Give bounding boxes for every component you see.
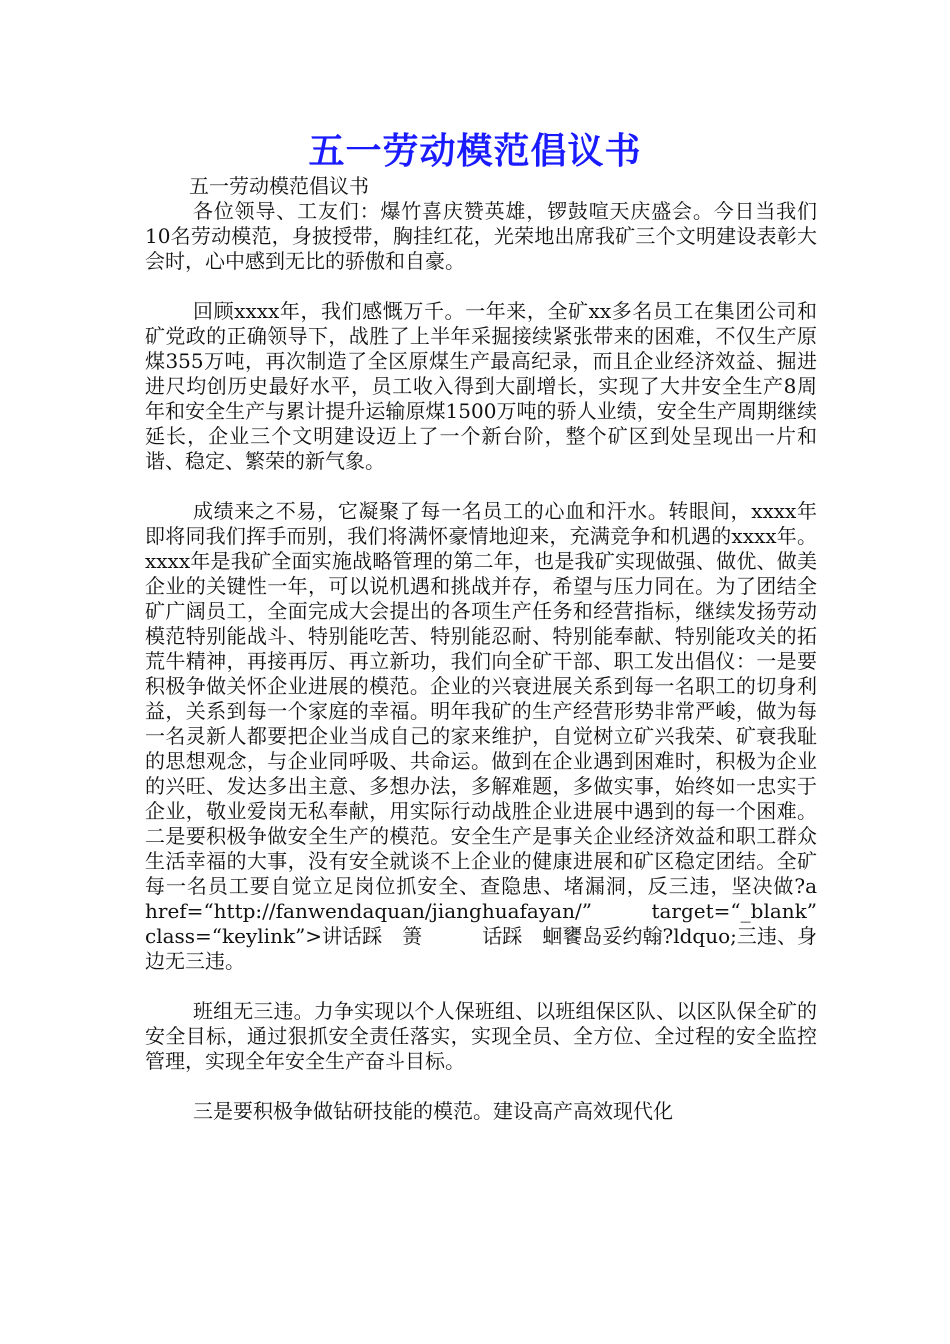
document-subtitle: 五一劳动模范倡议书 xyxy=(189,174,369,198)
paragraph-team-safety: 班组无三违。力争实现以个人保班组、以班组保区队、以区队保全矿的安全目标，通过狠抓安全责任落实，实现全员、全方位、全过程的安全监控管理，实现全年安全生产奋斗目标。 xyxy=(145,999,817,1073)
paragraph-review: 回顾xxxx年，我们感慨万千。一年来，全矿xx多名员工在集团公司和矿党政的正确领导下，战胜了上半年采掘接续紧张带来的困难，不仅生产原煤355万吨，再次制造了全区原煤生产最高纪录，而且企业经济效益、掘进进尺均创历史最好水平，员工收入得到大副增长，实现了大井安全生产8周年和安全生产与累计提升运输原煤1500万吨的骄人业绩，安全生产周期继续延长，企业三个文明建设迈上了一个新台阶，整个矿区到处呈现出一片和谐、稳定、繁荣的新气象。 xyxy=(145,299,817,473)
paragraph-initiative: 成绩来之不易，它凝聚了每一名员工的心血和汗水。转眼间，xxxx年即将同我们挥手而别，我们将满怀豪情地迎来，充满竞争和机遇的xxxx年。xxxx年是我矿全面实施战略管理的第二年，也是我矿实现做强、做优、做美企业的关键性一年，可以说机遇和挑战并存，希望与压力同在。为了团结全矿广阔员工，全面完成大会提出的各项生产任务和经营指标，继续发扬劳动模范特别能战斗、特别能吃苦、特别能忍耐、特别能奉献、特别能攻关的拓荒牛精神，再接再厉、再立新功，我们向全矿干部、职工发出倡仪：一是要积极争做关怀企业进展的模范。企业的兴衰进展关系到每一名职工的切身利益，关系到每一个家庭的幸福。明年我矿的生产经营形势非常严峻，做为每一名灵新人都要把企业当成自己的家来维护，自觉树立矿兴我荣、矿衰我耻的思想观念，与企业同呼吸、共命运。做到在企业遇到困难时，积极为企业的兴旺、发达多出主意、多想办法，多解难题，多做实事，始终如一忠实于企业，敬业爱岗无私奉献，用实际行动战胜企业进展中遇到的每一个困难。二是要积极争做安全生产的模范。安全生产是事关企业经济效益和职工群众生活幸福的大事，没有安全就谈不上企业的健康进展和矿区稳定团结。全矿每一名员工要自觉立足岗位抓安全、查隐患、堵漏洞，反三违，坚决做?a href=“http://fanwendaquan/jianghuafayan/” target=“_blank” class=“keylink”>讲话踩 箦 话踩 蛔饔岛妥约翰?ldquo;三违、身边无三违。 xyxy=(145,499,817,973)
paragraph-skills: 三是要积极争做钻研技能的模范。建设高产高效现代化 xyxy=(193,1099,673,1123)
document-body xyxy=(145,174,817,1124)
paragraph-spacer xyxy=(145,1074,817,1099)
paragraph-greeting: 各位领导、工友们：爆竹喜庆赞英雄，锣鼓喧天庆盛会。今日当我们10名劳动模范，身披授带，胸挂红花，光荣地出席我矿三个文明建设表彰大会时，心中感到无比的骄傲和自豪。 xyxy=(145,199,817,273)
paragraph-spacer xyxy=(145,474,817,499)
document-title: 五一劳动模范倡议书 xyxy=(308,130,642,172)
paragraph-spacer xyxy=(145,974,817,999)
paragraph-spacer xyxy=(145,274,817,299)
